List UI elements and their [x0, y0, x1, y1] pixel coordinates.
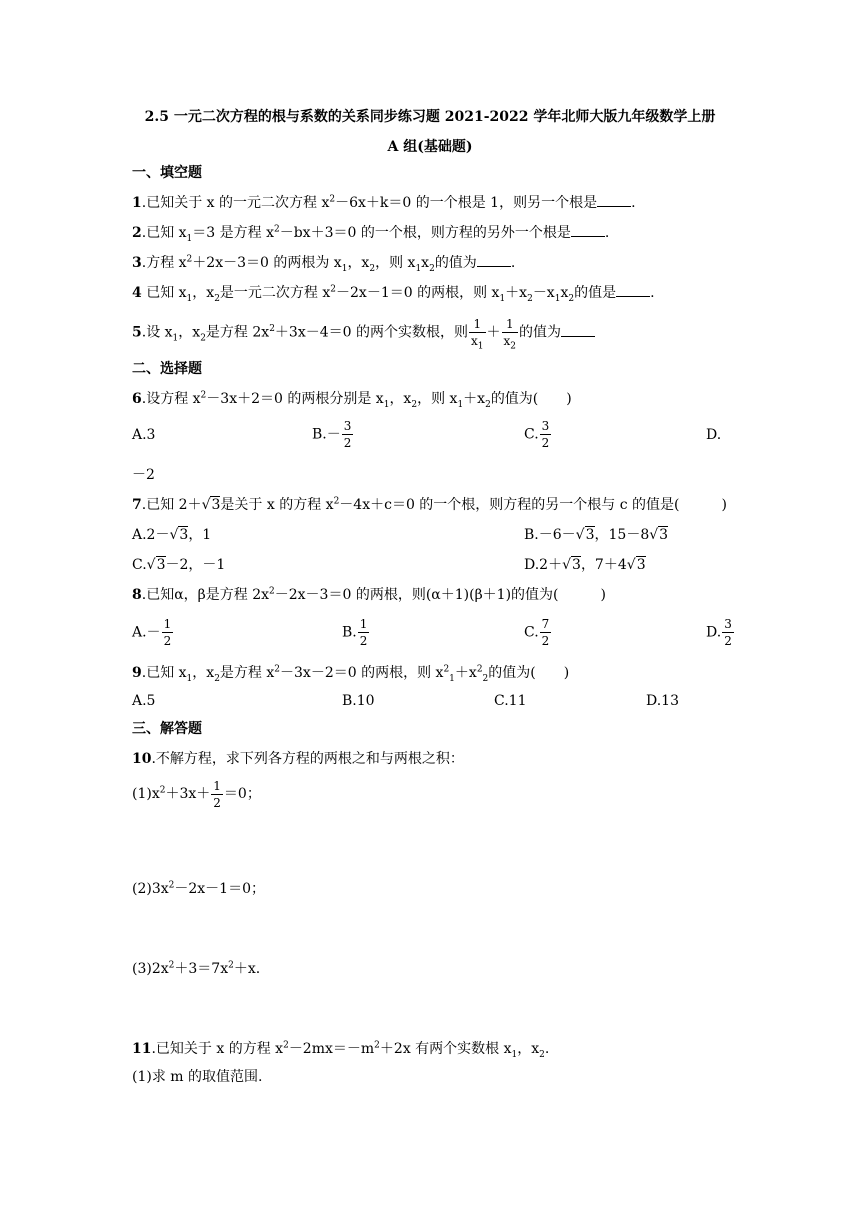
- answer-blank: [597, 194, 631, 207]
- question-3: 3.方程 $x^2+2x-3=0$ 的两根为 $x_1$，$x_2$，则 $x_1x_2$的值为 .: [132, 254, 516, 274]
- q7-option-b: B.－6－√ 3，15－8√ 3: [524, 526, 668, 544]
- question-11-part-1: (1)求 m 的取值范围.: [132, 1069, 263, 1085]
- q8-option-d: D. $\frac{3}{2}$: [706, 617, 732, 648]
- q7-option-d: D.2＋√ 3，7＋4√ 3: [524, 556, 646, 574]
- document-title: 2.5 一元二次方程的根与系数的关系同步练习题 2021-2022 学年北师大版九年级数学上册: [144, 109, 716, 125]
- question-10-part-2: $(2)3x^2-2x-1=0$；: [132, 880, 265, 897]
- question-10-part-3: $(3)2x^2+3=7x^2+x$.: [132, 960, 261, 977]
- question-4: 4 已知 $x_1$，$x_2$是一元二次方程 $x^2-2x-1=0$ 的两根，则 $x_1+x_2-x_1x_2$的值是 .: [132, 284, 655, 304]
- q7-option-c: C.√ 3－2，－1: [132, 556, 225, 574]
- q8-option-c: C. $\frac{7}{2}$: [524, 617, 550, 648]
- document-subtitle: A 组(基础题): [387, 139, 473, 155]
- q9-option-b: B.10: [342, 693, 375, 709]
- q9-option-c: C.11: [494, 693, 527, 709]
- answer-blank: [477, 254, 511, 267]
- question-7: 7.已知 2＋√ 3是关于 x 的方程 $x^2-4x+c=0$ 的一个根，则方程的另一个根与 c 的值是( ): [132, 496, 727, 514]
- answer-blank: [561, 324, 595, 337]
- question-6: 6.设方程 $x^2-3x+2=0$ 的两根分别是 $x_1$，$x_2$，则 $x_1+x_2$的值为( ): [132, 390, 572, 410]
- question-10: 10.不解方程，求下列各方程的两根之和与两根之积：: [132, 751, 464, 767]
- answer-blank: [616, 284, 650, 297]
- question-5: 5.设 $x_1$，$x_2$是方程 $2x^2+3x-4=0$ 的两个实数根，则 $\frac{1}{x_1}$ ＋ $\frac{1}{x_2}$ 的值为: [132, 316, 595, 349]
- question-2: 2.已知 $x_1=3$ 是方程 $x^2-bx+3=0$ 的一个根，则方程的另外一个根是 .: [132, 224, 610, 244]
- question-1: 1.已知关于 x 的一元二次方程 $x^2-6x+k=0$ 的一个根是 1，则另一个根是 .: [132, 194, 636, 211]
- q7-option-a: A.2－√ 3，1: [132, 526, 211, 544]
- section-fill-heading: 一、填空题: [132, 165, 202, 181]
- question-11: 11.已知关于 x 的方程 $x^2-2mx=-m^2+2x$ 有两个实数根 $x_1$，$x_2$.: [132, 1040, 550, 1060]
- fraction-1-over-x2: $\frac{1}{x_2}$: [503, 317, 517, 352]
- fraction-1-over-x1: $\frac{1}{x_1}$: [471, 317, 484, 352]
- question-10-part-1: $(1)x^2+3x+$ $\frac{1}{2}$ ＝0；: [132, 778, 261, 810]
- q9-option-a: A.5: [132, 693, 156, 709]
- q6-option-a: A.3: [132, 427, 156, 443]
- q6-option-d-value: －2: [132, 467, 155, 483]
- question-8: 8.已知α，β是方程 $2x^2-2x-3=0$ 的两根，则(α＋1)(β＋1)的值为( ): [132, 586, 606, 603]
- section-choice-heading: 二、选择题: [132, 361, 202, 377]
- answer-blank: [571, 224, 605, 237]
- q6-option-d: D.: [706, 427, 722, 443]
- section-answer-heading: 三、解答题: [132, 721, 202, 737]
- q6-option-c: C. $\frac{3}{2}$: [524, 419, 550, 450]
- q6-option-b: B.－ $\frac{3}{2}$: [312, 419, 352, 450]
- q8-option-b: B. $\frac{1}{2}$: [342, 617, 368, 648]
- q9-option-d: D.13: [646, 693, 679, 709]
- question-9: 9.已知 $x_1$，$x_2$是方程 $x^2-3x-2=0$ 的两根，则 $x^2_1+x^2_2$的值为( ): [132, 664, 570, 684]
- q8-option-a: A.－ $\frac{1}{2}$: [132, 617, 172, 648]
